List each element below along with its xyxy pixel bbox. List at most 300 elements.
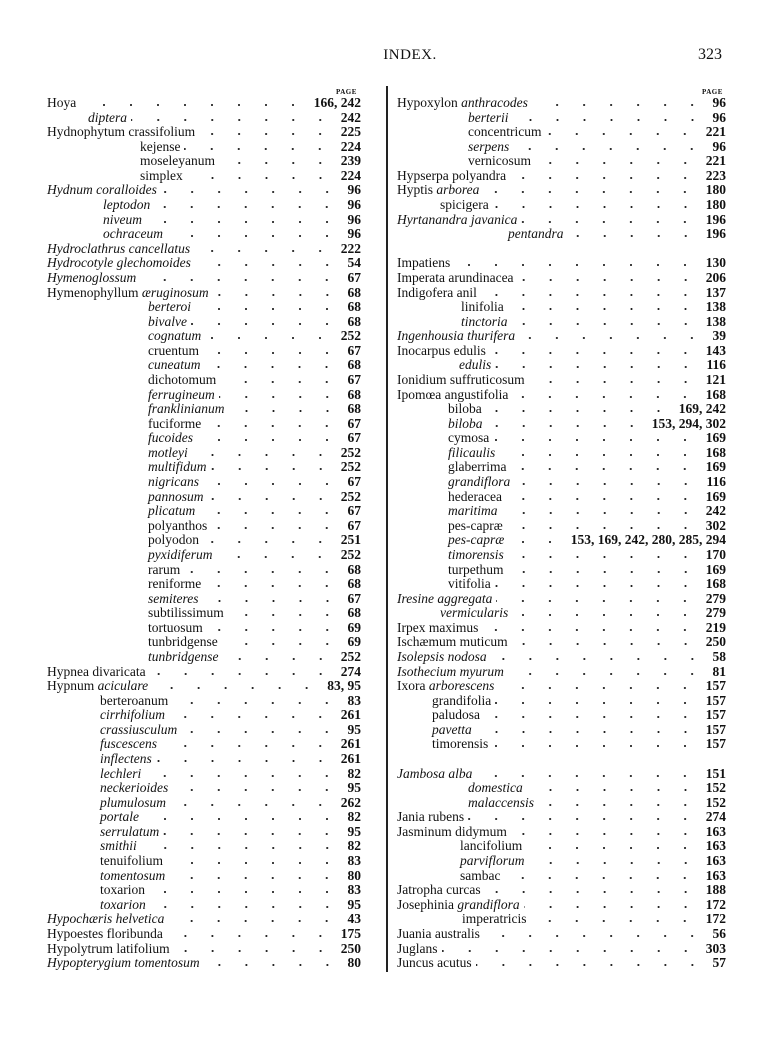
index-subentry [397, 140, 726, 155]
page-reference: 138 [705, 313, 726, 329]
page-reference: 80 [347, 867, 361, 883]
entry-name [100, 883, 145, 898]
entry-name [148, 533, 199, 548]
entry-name [397, 927, 480, 942]
index-entry [397, 373, 726, 388]
page-reference: 152 [705, 794, 726, 810]
dot-leader [228, 607, 344, 617]
dot-leader [141, 840, 344, 850]
index-entry [47, 912, 361, 927]
dot-leader [161, 184, 344, 194]
page-reference: 303 [705, 940, 726, 956]
page-reference: 83 [347, 692, 361, 708]
dot-leader [161, 738, 337, 748]
dot-leader [482, 622, 701, 632]
entry-name [397, 679, 494, 694]
entry-name-roman: Ischæmum muticum [397, 634, 508, 650]
entry-name-roman: Juncus acutus [397, 955, 472, 971]
entry-name-italic: anthracodes [461, 95, 528, 110]
entry-name [47, 665, 146, 680]
dot-leader [184, 141, 336, 151]
dot-leader [204, 957, 344, 967]
entry-name [448, 460, 506, 475]
index-subentry [397, 358, 726, 373]
entry-name [103, 227, 163, 242]
entry-name [508, 227, 564, 242]
page-reference: 157 [705, 692, 726, 708]
page-reference: 157 [705, 707, 726, 723]
entry-name-roman: Hoya [47, 95, 77, 110]
dot-leader [510, 170, 702, 180]
entry-name [148, 563, 180, 578]
entry-name [397, 96, 528, 111]
entry-name-roman: reniforme [148, 576, 202, 592]
index-subentry [397, 708, 726, 723]
entry-name [397, 388, 508, 403]
index-subentry [47, 854, 361, 869]
entry-name [100, 708, 165, 723]
index-subentry [47, 431, 361, 446]
page-reference: 224 [340, 138, 361, 154]
entry-name-italic: semiteres [148, 590, 199, 606]
entry-name [397, 592, 492, 607]
entry-name-italic: ochraceum [103, 226, 163, 242]
dot-leader [496, 593, 701, 603]
entry-name [397, 956, 472, 971]
entry-name-italic: berterii [468, 109, 509, 125]
entry-name [440, 606, 508, 621]
entry-name-roman: Hypserpa polyandra [397, 167, 507, 183]
index-entry [47, 183, 361, 198]
page-reference: 130 [705, 255, 726, 271]
entry-name [448, 504, 498, 519]
entry-name [88, 111, 127, 126]
index-subentry [397, 723, 726, 738]
page-reference: 56 [712, 925, 726, 941]
dot-leader [508, 534, 567, 544]
dot-leader [154, 199, 343, 209]
page-reference: 170 [705, 546, 726, 562]
index-subentry [397, 111, 726, 126]
entry-name [397, 271, 514, 286]
page-reference: 157 [705, 736, 726, 752]
page-reference: 116 [706, 357, 726, 373]
entry-name [47, 942, 170, 957]
page-reference: 95 [347, 780, 361, 796]
entry-name-roman: Jania rubens [397, 809, 465, 825]
entry-name [148, 402, 225, 417]
entry-name [148, 358, 200, 373]
page-reference: 163 [705, 823, 726, 839]
index-entry [47, 96, 361, 111]
page-reference: 58 [712, 648, 726, 664]
index-subentry [47, 825, 361, 840]
page-reference: 95 [347, 896, 361, 912]
entry-name-roman: Hyptis [397, 182, 437, 198]
page-reference: 68 [347, 357, 361, 373]
entry-name [47, 956, 200, 971]
entry-name-roman: Ipomœa angustifolia [397, 386, 509, 402]
dot-leader [223, 651, 337, 661]
entry-name-italic: plicatum [148, 503, 196, 519]
index-subentry [47, 373, 361, 388]
dot-leader [222, 636, 344, 646]
entry-name-roman: Impatiens [397, 255, 451, 271]
entry-name-italic: Hydnum coralloides [47, 182, 157, 198]
entry-name [448, 446, 495, 461]
page-reference: 252 [340, 648, 361, 664]
entry-name-roman: Hypnum [47, 678, 98, 694]
dot-leader [172, 695, 343, 705]
index-subentry [47, 708, 361, 723]
dot-leader [526, 840, 702, 850]
index-subentry [397, 737, 726, 752]
page-reference: 67 [347, 430, 361, 446]
entry-name [100, 810, 139, 825]
index-entry [47, 679, 361, 694]
blank-line [397, 242, 726, 257]
index-subentry [47, 198, 361, 213]
entry-name-italic: Ingenhousia thurifera [397, 328, 516, 344]
entry-name [462, 912, 526, 927]
entry-name-roman: cymosa [448, 430, 490, 446]
dot-leader [524, 899, 702, 909]
entry-name-italic: niveum [103, 211, 142, 227]
index-subentry [47, 577, 361, 592]
index-subentry [47, 898, 361, 913]
entry-name [448, 402, 482, 417]
entry-name [397, 825, 507, 840]
dot-leader [484, 709, 702, 719]
page-reference: 225 [340, 124, 361, 140]
dot-leader [207, 622, 344, 632]
index-entry [47, 242, 361, 257]
page-reference: 252 [340, 328, 361, 344]
dot-leader [498, 680, 701, 690]
entry-name [468, 154, 531, 169]
dot-leader [508, 549, 702, 559]
page-reference: 39 [712, 328, 726, 344]
page-reference: 67 [347, 415, 361, 431]
dot-leader [131, 112, 337, 122]
index-subentry [47, 737, 361, 752]
index-entry [397, 183, 726, 198]
entry-name [100, 825, 159, 840]
blank-line [397, 752, 726, 767]
entry-name [397, 344, 486, 359]
entry-name-roman: timorensis [432, 736, 489, 752]
index-entry [47, 927, 361, 942]
entry-name [100, 839, 137, 854]
page-reference: 95 [347, 721, 361, 737]
page-reference: 169, 242 [678, 401, 726, 417]
page-reference: 67 [347, 269, 361, 285]
index-entry [397, 256, 726, 271]
page-reference: 69 [347, 619, 361, 635]
page-reference: 68 [347, 313, 361, 329]
entry-name [47, 271, 136, 286]
entry-name [100, 796, 166, 811]
index-subentry [397, 504, 726, 519]
entry-name-italic: pes-capræ [448, 532, 505, 548]
page-reference: 169 [705, 561, 726, 577]
entry-name-roman: Imperata arundinacea [397, 269, 514, 285]
page-reference: 96 [712, 138, 726, 154]
entry-name-italic: multifidum [148, 459, 207, 475]
entry-name [397, 665, 504, 680]
dot-leader [535, 155, 702, 165]
entry-name [140, 154, 215, 169]
index-entry [47, 956, 361, 971]
page-reference: 169 [705, 488, 726, 504]
dot-leader [184, 564, 343, 574]
entry-name [432, 723, 472, 738]
page-reference: 168 [705, 444, 726, 460]
dot-leader [199, 126, 337, 136]
index-column-right [397, 96, 726, 971]
page-reference: 83 [347, 853, 361, 869]
index-entry [397, 956, 726, 971]
entry-name-roman: Hypolytrum latifolium [47, 940, 170, 956]
entry-name-italic: Hyrtanandra javanica [397, 211, 518, 227]
index-subentry [47, 519, 361, 534]
index-entry [47, 665, 361, 680]
page-reference: 82 [347, 809, 361, 825]
page-reference: 222 [340, 240, 361, 256]
index-entry [397, 665, 726, 680]
page-reference: 163 [705, 853, 726, 869]
entry-name [148, 621, 203, 636]
page-reference: 83, 95 [327, 678, 361, 694]
page-reference: 224 [340, 167, 361, 183]
entry-name [432, 737, 488, 752]
index-subentry [397, 548, 726, 563]
index-subentry [47, 883, 361, 898]
page-reference: 242 [705, 503, 726, 519]
entry-name-roman: fuciforme [148, 415, 202, 431]
index-entry [397, 650, 726, 665]
dot-leader [152, 680, 323, 690]
page-reference: 172 [705, 911, 726, 927]
entry-name-italic: Hymenoglossum [47, 269, 137, 285]
entry-name-roman: Hypnea divaricata [47, 663, 146, 679]
page-reference: 169 [705, 430, 726, 446]
page-reference: 274 [705, 809, 726, 825]
dot-leader [508, 666, 709, 676]
dot-leader [203, 345, 344, 355]
entry-name-roman: Hypoxylon [397, 95, 462, 110]
entry-name [148, 388, 215, 403]
page-reference: 67 [347, 503, 361, 519]
dot-leader [538, 797, 702, 807]
entry-name [397, 183, 479, 198]
entry-name [103, 213, 142, 228]
page-reference: 96 [347, 197, 361, 213]
page-reference: 172 [705, 896, 726, 912]
entry-name-italic: Hydroclathrus cancellatus [47, 240, 191, 256]
column-divider [386, 86, 388, 972]
entry-name-italic: berteroi [148, 299, 191, 315]
page-reference: 96 [347, 226, 361, 242]
dot-leader [513, 141, 708, 151]
entry-name-roman: sambac [460, 867, 501, 883]
entry-name [140, 140, 180, 155]
entry-name-italic: bivalve [148, 313, 187, 329]
entry-name [468, 111, 509, 126]
entry-name-roman: Hymenophyllum [47, 284, 142, 300]
entry-name [432, 708, 480, 723]
dot-leader [187, 170, 337, 180]
page-reference: 152 [705, 780, 726, 796]
dot-leader [174, 943, 337, 953]
entry-name-roman: concentricum [468, 124, 542, 140]
entry-name [100, 781, 168, 796]
dot-leader [191, 316, 344, 326]
entry-name [397, 898, 520, 913]
page-reference: 157 [705, 721, 726, 737]
index-subentry [397, 606, 726, 621]
entry-name [448, 431, 489, 446]
index-subentry [47, 358, 361, 373]
index-subentry [47, 694, 361, 709]
dot-leader [199, 505, 343, 515]
index-entry [397, 96, 726, 111]
index-subentry [47, 635, 361, 650]
entry-name-roman: Juania australis [397, 925, 480, 941]
page-reference: 67 [347, 474, 361, 490]
dot-leader [512, 636, 702, 646]
dot-leader [483, 184, 701, 194]
index-entry [397, 679, 726, 694]
dot-leader [514, 476, 702, 486]
entry-name-italic: crassiusculum [100, 721, 178, 737]
entry-name [397, 213, 517, 228]
entry-name-italic: Iresine aggregata [397, 590, 493, 606]
page-reference: 251 [340, 532, 361, 548]
index-subentry [47, 563, 361, 578]
entry-name-italic: pyxidiferum [148, 546, 213, 562]
dot-leader [527, 782, 702, 792]
entry-name [448, 577, 491, 592]
entry-name-italic: aciculare [97, 678, 149, 694]
dot-leader [172, 782, 343, 792]
index-subentry [47, 796, 361, 811]
entry-name-roman: hederacea [448, 488, 502, 504]
entry-name [148, 548, 212, 563]
index-subentry [47, 460, 361, 475]
dot-leader [197, 432, 344, 442]
index-subentry [47, 650, 361, 665]
entry-name [100, 694, 168, 709]
page-reference: 250 [705, 634, 726, 650]
entry-name-roman: polyodon [148, 532, 200, 548]
dot-leader [163, 826, 343, 836]
page-reference: 82 [347, 838, 361, 854]
index-subentry [397, 519, 726, 534]
entry-name-italic: arborea [436, 182, 480, 198]
index-entry [47, 256, 361, 271]
entry-name [100, 767, 141, 782]
entry-name [148, 373, 216, 388]
entry-name [460, 839, 522, 854]
entry-name-italic: serpens [468, 138, 510, 154]
index-subentry [397, 315, 726, 330]
page-reference: 67 [347, 590, 361, 606]
page-reference: 83 [347, 882, 361, 898]
dot-leader [195, 301, 344, 311]
dot-leader [219, 155, 337, 165]
page-reference: 168 [705, 576, 726, 592]
dot-leader [491, 651, 709, 661]
dot-leader [219, 389, 344, 399]
index-entry [47, 125, 361, 140]
entry-name-roman: Hypoestes floribunda [47, 925, 163, 941]
entry-name-italic: Hypochæris helvetica [47, 911, 165, 927]
entry-name [47, 125, 195, 140]
entry-name [448, 533, 504, 548]
entry-name-italic: cognatum [148, 328, 202, 344]
entry-name-italic: Hypopterygium tomentosum [47, 955, 200, 971]
entry-name [148, 650, 219, 665]
index-subentry [47, 592, 361, 607]
entry-name [100, 854, 163, 869]
index-subentry [397, 869, 726, 884]
entry-name-italic: cirrhifolium [100, 707, 166, 723]
page-reference: 242 [340, 109, 361, 125]
dot-leader [205, 578, 343, 588]
entry-name [397, 373, 525, 388]
entry-name-italic: inflectens [100, 751, 152, 767]
entry-name-roman: tortuosum [148, 619, 203, 635]
entry-name [47, 256, 191, 271]
page-reference: 166, 242 [313, 95, 361, 110]
index-entry [397, 592, 726, 607]
dot-leader [502, 505, 702, 515]
entry-name-italic: pavetta [432, 721, 472, 737]
dot-leader [205, 418, 343, 428]
dot-leader [512, 607, 702, 617]
dot-leader [508, 301, 702, 311]
dot-leader [145, 768, 343, 778]
index-subentry [47, 548, 361, 563]
entry-name-italic: Isolepsis nodosa [397, 648, 487, 664]
entry-name-italic: diptera [88, 109, 127, 125]
index-subentry [397, 154, 726, 169]
index-subentry [47, 402, 361, 417]
entry-name-roman: linifolia [461, 299, 504, 315]
index-subentry [397, 577, 726, 592]
dot-leader [203, 593, 344, 603]
page-reference: 223 [705, 167, 726, 183]
entry-name-italic: motleyi [148, 444, 188, 460]
entry-name [397, 621, 478, 636]
dot-leader [510, 461, 701, 471]
dot-leader [481, 287, 702, 297]
page-reference: 252 [340, 444, 361, 460]
index-subentry [47, 504, 361, 519]
page-reference: 138 [705, 299, 726, 315]
entry-name [461, 315, 508, 330]
page-reference: 252 [340, 459, 361, 475]
page-reference: 68 [347, 561, 361, 577]
dot-leader [490, 345, 702, 355]
entry-name [148, 300, 191, 315]
entry-name-italic: franklinianum [148, 401, 225, 417]
entry-name-italic: ferrugineum [148, 386, 215, 402]
entry-name [100, 869, 165, 884]
entry-name [148, 475, 199, 490]
dot-leader [156, 753, 337, 763]
